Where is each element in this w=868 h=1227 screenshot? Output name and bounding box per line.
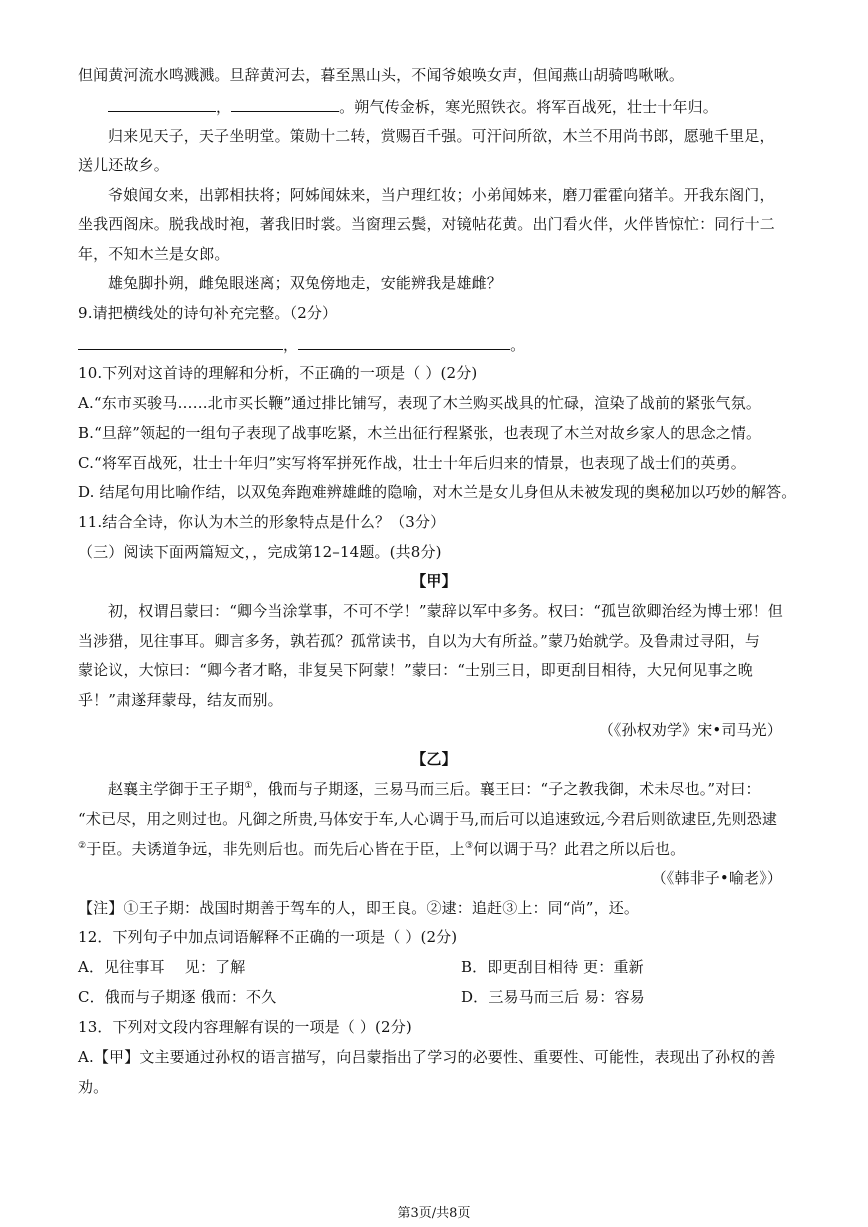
notes: 【注】①王子期：战国时期善于驾车的人，即王良。②逮：追赶③上：同“尚”，还。: [78, 899, 640, 917]
passage-source: （《孙权劝学》宋•司马光）: [598, 721, 782, 739]
answer-blank[interactable]: [78, 334, 283, 350]
option-a: A．见往事耳 见：了解: [78, 958, 246, 976]
question-11: 11.结合全诗，你认为木兰的形象特点是什么？（3分）: [78, 513, 446, 531]
passage-line: “术已尽，用之则过也。凡御之所贵,马体安于车,人心调于马,而后可以追速致远,今君后则欲逮臣,先则恐逮: [78, 810, 778, 828]
option-a: A.“东市买骏马……北市买长鞭”通过排比铺写，表现了木兰购买战具的忙碌，渲染了战前的紧张气氛。: [78, 394, 761, 412]
question-10: 10.下列对这首诗的理解和分析，不正确的一项是（ ）(2分): [78, 364, 478, 382]
passage-line: 当涉猎，见往事耳。卿言多务，孰若孤？孤常读书，自以为大有所益。”蒙乃始就学。及鲁肃过寻阳，与: [78, 632, 761, 650]
passage-line: ②于臣。夫诱道争远，非先则后也。而先后心皆在于臣，上③何以调于马？此君之所以后也。: [78, 840, 686, 858]
poem-line: 年，不知木兰是女郎。: [78, 245, 230, 263]
passage-yi-heading: 【乙】: [411, 750, 457, 768]
option-a: A.【甲】文主要通过孙权的语言描写，向吕蒙指出了学习的必要性、重要性、可能性，表现出了孙权的善: [78, 1048, 776, 1066]
poem-fill-line: ， 。朔气传金柝，寒光照铁衣。将军百战死，壮士十年归。: [108, 96, 794, 118]
option-a-continued: 劝。: [78, 1078, 109, 1096]
poem-line: 爷娘闻女来，出郭相扶将；阿姊闻妹来，当户理红妆；小弟闻姊来，磨刀霍霍向猪羊。开我东阁门，: [108, 186, 775, 204]
option-b: B.“旦辞”领起的一组句子表现了战事吃紧，木兰出征行程紧张，也表现了木兰对故乡家人的思念之情。: [78, 424, 762, 442]
question-9: 9.请把横线处的诗句补充完整。（2分）: [78, 304, 338, 322]
poem-line: 归来见天子，天子坐明堂。策勋十二转，赏赐百千强。可汗问所欲，木兰不用尚书郎，愿驰千里足，: [108, 127, 775, 145]
answer-blank[interactable]: [298, 334, 510, 350]
question-12-options-row: [78, 986, 794, 1008]
passage-line: 初，权谓吕蒙曰：“卿今当涂掌事，不可不学！”蒙辞以军中多务。权曰：“孤岂欲卿治经为博士邪！但: [108, 602, 783, 620]
poem-line: 送儿还故乡。: [78, 156, 169, 174]
passage-jia-heading: 【甲】: [411, 572, 457, 590]
poem-line: 但闻黄河流水鸣溅溅。旦辞黄河去，暮至黑山头，不闻爷娘唤女声，但闻燕山胡骑鸣啾啾。: [78, 66, 685, 84]
answer-blank[interactable]: [231, 96, 339, 112]
footnote-marker: ①: [244, 781, 253, 791]
passage-source: （《韩非子•喻老》）: [651, 869, 782, 887]
poem-line: 坐我西阁床。脱我战时袍，著我旧时裳。当窗理云鬓，对镜帖花黄。出门看火伴，火伴皆惊忙：同行十二: [78, 215, 775, 233]
option-d: D. 结尾句用比喻作结，以双兔奔跑难辨雄雌的隐喻，对木兰是女儿身但从未被发现的奥秘加以巧妙的解答。: [78, 483, 797, 501]
option-d: D．三易马而三后 易：容易: [461, 988, 645, 1006]
question-12-options-row: [78, 956, 794, 978]
passage-line: 乎！”肃遂拜蒙母，结友而别。: [78, 691, 283, 709]
option-c: C.“将军百战死，壮士十年归”实写将军拼死作战，壮士十年后归来的情景，也表现了战士们的英勇。: [78, 454, 746, 472]
question-13: 13．下列对文段内容理解有误的一项是（ ）(2分): [78, 1018, 412, 1036]
footnote-marker: ③: [464, 841, 474, 851]
answer-blank[interactable]: [108, 96, 216, 112]
passage-line: 赵襄主学御于王子期①，俄而与子期逐，三易马而三后。襄王曰：“子之教我御，术未尽也。”对曰：: [108, 780, 761, 798]
page-number: 第3页/共8页: [397, 1206, 471, 1221]
section-heading: （三）阅读下面两篇短文，，完成第12–14题。(共8分): [78, 543, 442, 561]
option-b: B．即更刮目相待 更：重新: [461, 958, 644, 976]
footnote-marker: ②: [78, 841, 87, 851]
poem-line: 雄兔脚扑朔，雌兔眼迷离；双兔傍地走，安能辨我是雄雌？: [108, 274, 502, 292]
question-9-blanks: ， 。: [78, 334, 794, 356]
option-c: C．俄而与子期逐 俄而：不久: [78, 988, 277, 1006]
question-12: 12．下列句子中加点词语解释不正确的一项是（ ）(2分): [78, 928, 458, 946]
passage-line: 蒙论议，大惊曰：“卿今者才略，非复吴下阿蒙！”蒙曰：“士别三日，即更刮目相待，大兄何见事之晚: [78, 661, 753, 679]
